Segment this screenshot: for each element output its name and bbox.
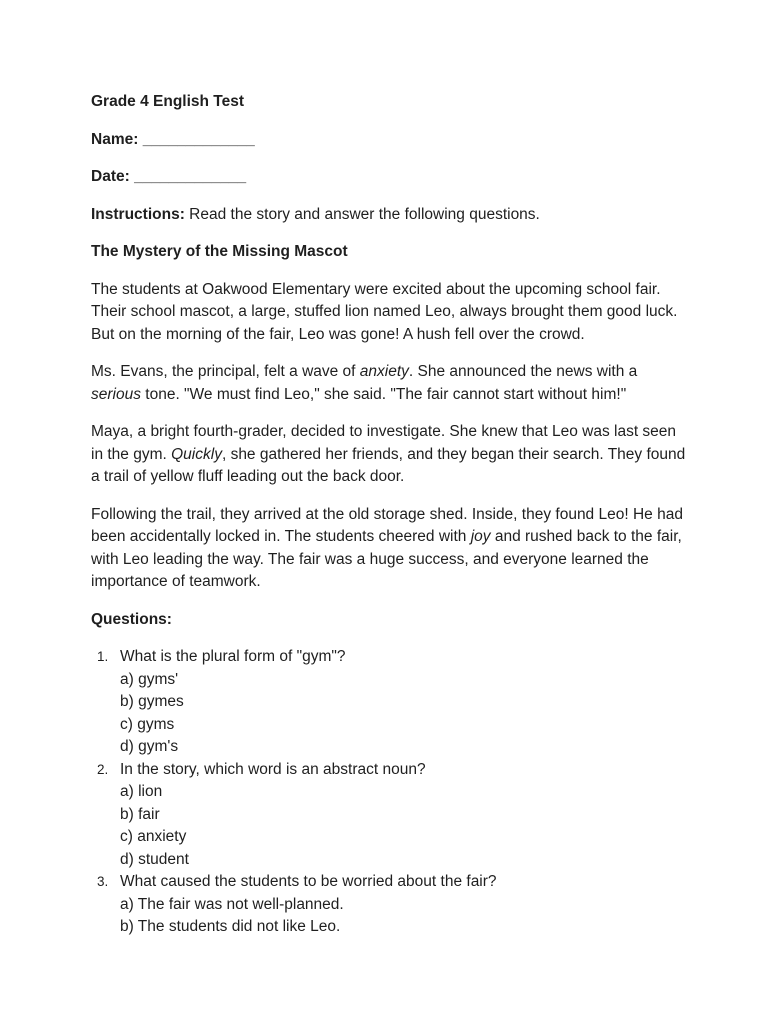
name-blank: _____________ <box>142 130 255 148</box>
story-p4-emphasis-joy: joy <box>470 528 491 545</box>
answer-option: c) gyms <box>120 715 175 733</box>
question-item <box>91 871 691 939</box>
question-text: What is the plural form of "gym"? <box>120 648 346 665</box>
story-paragraph-3 <box>91 421 691 489</box>
story-p4-text-a: Following the trail, they arrived at the old storage shed. Inside, they found Leo! He had been accidentally locked in. The students cheered with <box>91 505 683 545</box>
name-label: Name: <box>91 130 139 148</box>
story-p3-text-a: Maya, a bright fourth-grader, decided to investigate. She knew that Leo was last seen in the gym. <box>91 423 677 463</box>
answer-option: b) gymes <box>120 693 184 710</box>
story-p2-emphasis-anxiety: anxiety <box>359 363 409 380</box>
answer-option: a) The fair was not well-planned. <box>120 895 344 913</box>
story-p2-text-a: Ms. Evans, the principal, felt a wave of <box>91 363 360 380</box>
question-item <box>91 646 691 759</box>
story-p2-text-c: tone. "We must find Leo," she said. "The fair cannot start without him!" <box>140 385 627 403</box>
answer-option: a) lion <box>120 783 163 800</box>
questions-heading: Questions: <box>91 610 172 628</box>
test-title-text: Grade 4 English Test <box>91 93 245 110</box>
question-item <box>91 759 691 872</box>
date-blank: _____________ <box>134 168 247 185</box>
story-title: The Mystery of the Missing Mascot <box>91 243 348 260</box>
question-number: 3. <box>97 874 109 889</box>
story-p4-text-b: and rushed back to the fair, with Leo leading the way. The fair was a huge success, and everyone learned the importance of teamwork. <box>91 528 682 590</box>
answer-option: b) The students did not like Leo. <box>120 918 341 935</box>
name-line <box>91 129 691 152</box>
test-title <box>91 91 691 114</box>
story-p3-emphasis-quickly: Quickly <box>171 445 222 463</box>
date-line <box>91 166 691 189</box>
story-p2-emphasis-serious: serious <box>91 385 141 403</box>
question-text: What caused the students to be worried about the fair? <box>120 873 497 890</box>
question-number: 2. <box>97 761 109 777</box>
story-p2-text-b: . She announced the news with a <box>408 363 638 380</box>
answer-option: d) student <box>120 850 189 868</box>
story-paragraph-4 <box>91 504 691 594</box>
date-label: Date: <box>91 168 130 185</box>
answer-option: d) gym's <box>120 738 179 755</box>
instructions <box>91 204 691 227</box>
instructions-text: Read the story and answer the following questions. <box>184 205 540 223</box>
answer-option: a) gyms' <box>120 670 179 688</box>
instructions-label: Instructions: <box>91 205 185 223</box>
answer-option: c) anxiety <box>120 828 187 845</box>
questions-list <box>91 646 691 939</box>
question-number: 1. <box>97 649 109 664</box>
question-text: In the story, which word is an abstract noun? <box>120 760 426 778</box>
answer-option: b) fair <box>120 805 160 823</box>
story-p3-text-b: , she gathered her friends, and they began their search. They found a trail of yellow fluff leading out the back door. <box>91 445 686 485</box>
test-page <box>91 91 691 939</box>
story-paragraph-2 <box>91 361 691 406</box>
story-paragraph-1: The students at Oakwood Elementary were excited about the upcoming school fair. Their school mascot, a large, stuffed lion named Leo, always brought them good luck. But on the morning of the fair, Leo was gone! A hush fell over the crowd. <box>91 280 678 343</box>
